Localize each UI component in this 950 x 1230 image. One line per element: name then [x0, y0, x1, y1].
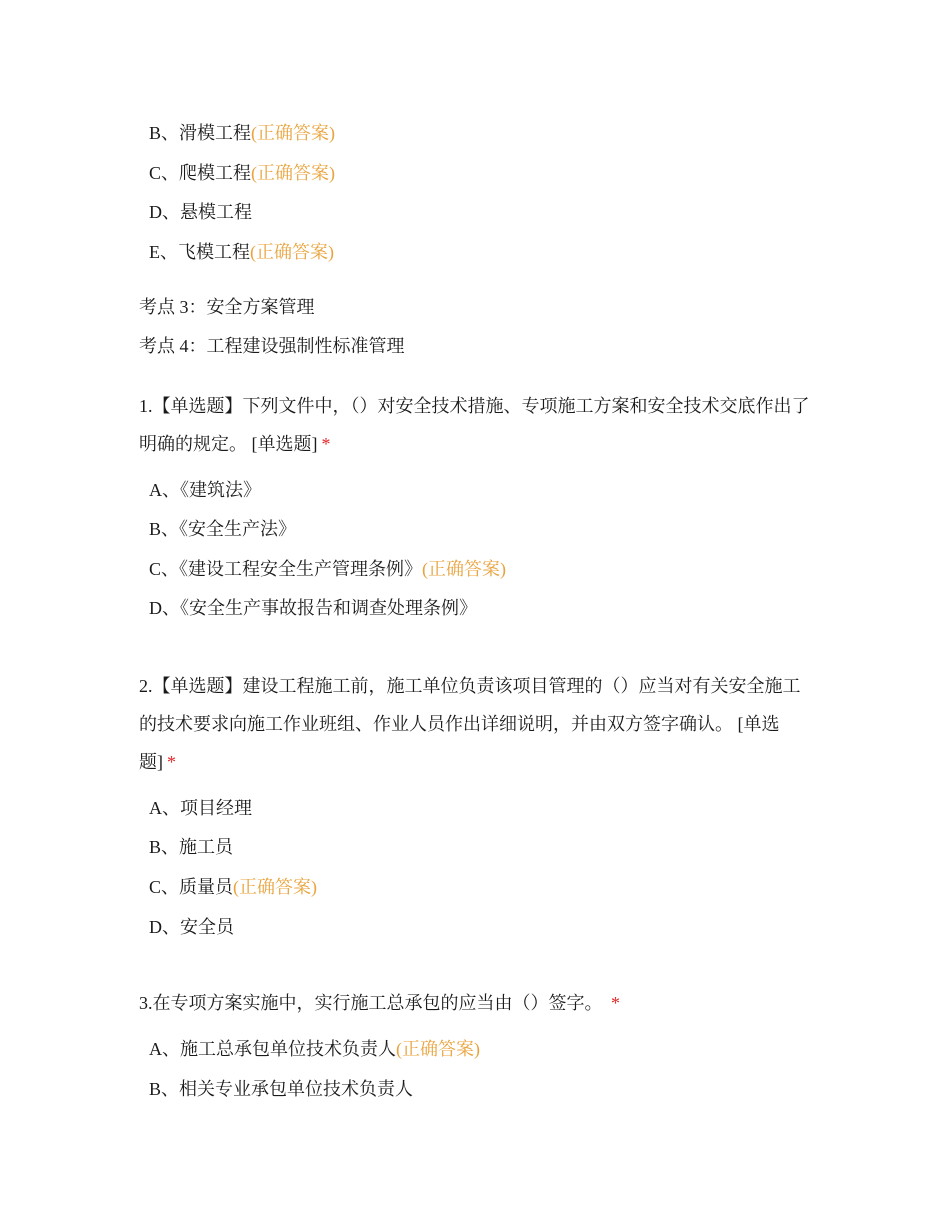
question-2 [139, 667, 811, 781]
option-letter: A、 [149, 480, 180, 500]
option-text: 《安全生产法》 [179, 519, 297, 539]
q2-option-b [149, 835, 233, 859]
option-e [149, 240, 334, 264]
kaodian-3: 考点 3：安全方案管理 [139, 297, 315, 317]
correct-answer-label: (正确答案) [396, 1039, 480, 1059]
question-text: 2.【单选题】建设工程施工前，施工单位负责该项目管理的（）应当对有关安全施工的技术要求向施工作业班组、作业人员作出详细说明，并由双方签字确认。 [单选题] [139, 676, 801, 772]
kaodian-4: 考点 4：工程建设强制性标准管理 [139, 336, 405, 356]
correct-answer-label: (正确答案) [251, 123, 336, 143]
q3-option-b [149, 1077, 413, 1101]
option-text: 质量员 [179, 877, 234, 897]
q1-option-c [149, 557, 506, 581]
option-letter: E、 [149, 242, 178, 262]
option-text: 相关专业承包单位技术负责人 [179, 1079, 414, 1099]
question-text: 1.【单选题】下列文件中，（）对安全技术措施、专项施工方案和安全技术交底作出了明确的规定。 [单选题] [139, 396, 810, 454]
option-text: 滑模工程 [179, 123, 252, 143]
q2-option-a [149, 796, 252, 820]
correct-answer-label: (正确答案) [250, 242, 334, 262]
option-letter: C、 [149, 877, 180, 897]
option-text: 安全员 [180, 917, 234, 937]
option-letter: A、 [149, 1039, 180, 1059]
required-mark: * [611, 993, 620, 1013]
question-3 [139, 984, 811, 1022]
correct-answer-label: (正确答案) [251, 163, 336, 183]
option-letter: D、 [149, 917, 180, 937]
question-text: 3.在专项方案实施中，实行施工总承包的应当由（）签字。 [139, 993, 607, 1013]
q1-option-a [149, 478, 261, 502]
q2-option-d [149, 915, 234, 939]
required-mark: * [167, 752, 176, 772]
option-letter: B、 [149, 123, 180, 143]
option-letter: D、 [149, 202, 180, 222]
option-letter: C、 [149, 163, 180, 183]
option-letter: D、 [149, 598, 180, 618]
option-d [149, 200, 252, 224]
required-mark: * [321, 434, 331, 454]
correct-answer-label: (正确答案) [233, 877, 318, 897]
option-text: 项目经理 [180, 798, 252, 818]
option-letter: C、 [149, 559, 180, 579]
option-text: 施工员 [179, 837, 234, 857]
option-text: 爬模工程 [179, 163, 252, 183]
q1-option-d [149, 596, 477, 620]
option-text: 《建设工程安全生产管理条例》 [179, 559, 423, 579]
q1-option-b [149, 517, 296, 541]
option-letter: A、 [149, 798, 180, 818]
option-letter: B、 [149, 519, 180, 539]
option-text: 《安全生产事故报告和调查处理条例》 [180, 598, 477, 618]
option-text: 施工总承包单位技术负责人 [180, 1039, 396, 1059]
option-letter: B、 [149, 837, 180, 857]
correct-answer-label: (正确答案) [422, 559, 507, 579]
q3-option-a [149, 1037, 480, 1061]
q2-option-c [149, 875, 317, 899]
option-text: 《建筑法》 [180, 480, 261, 500]
option-text: 飞模工程 [178, 242, 250, 262]
option-b [149, 121, 335, 145]
option-letter: B、 [149, 1079, 180, 1099]
option-c [149, 161, 335, 185]
option-text: 悬模工程 [180, 202, 252, 222]
question-1 [139, 387, 811, 463]
